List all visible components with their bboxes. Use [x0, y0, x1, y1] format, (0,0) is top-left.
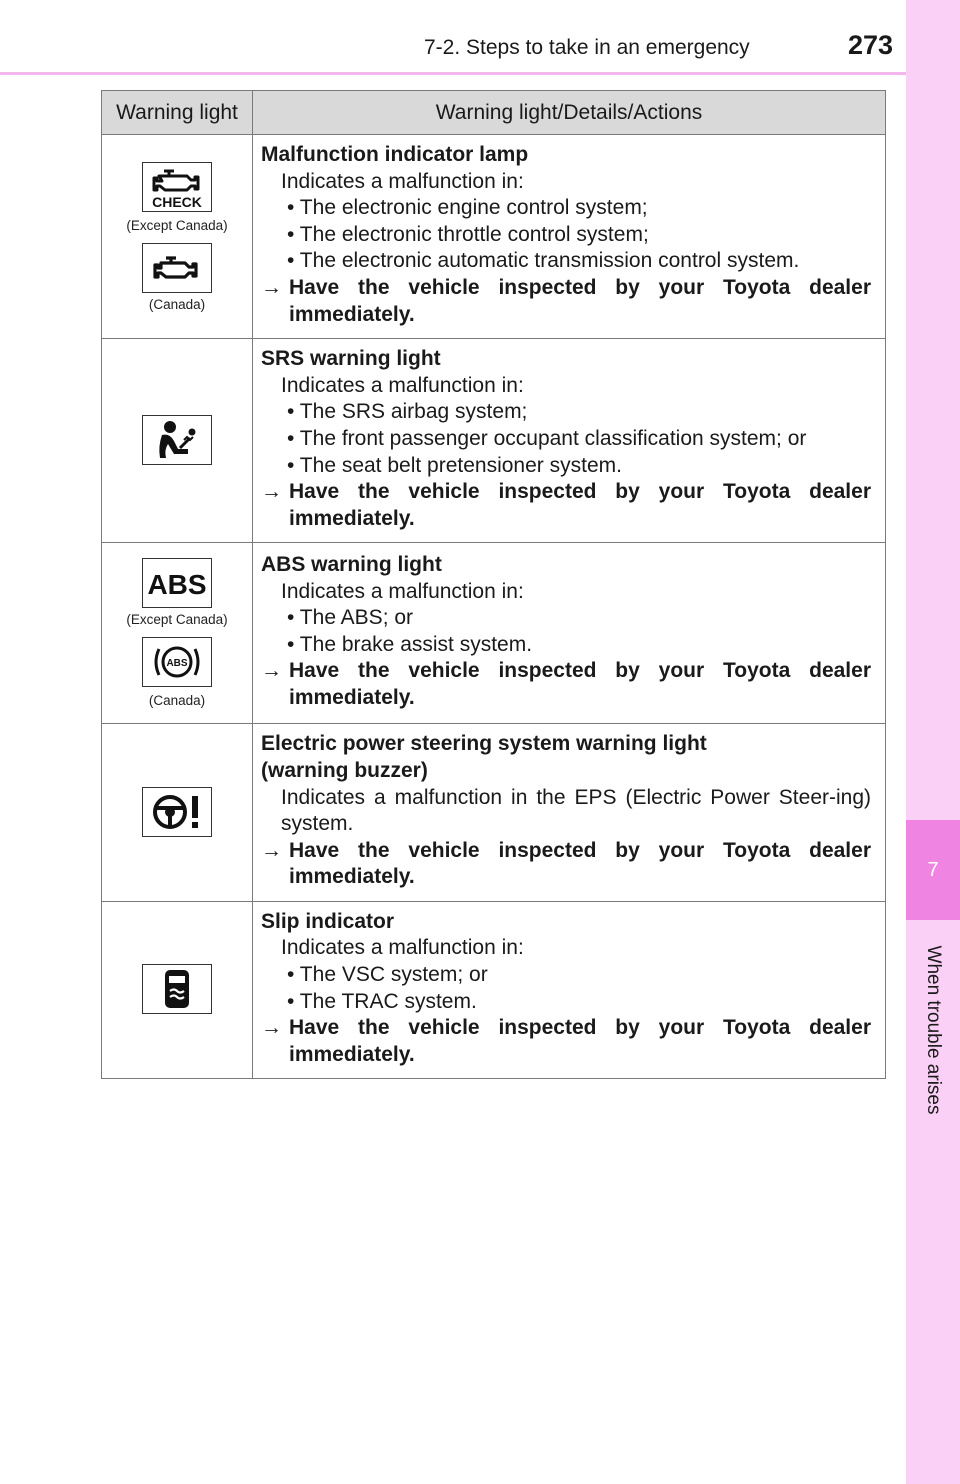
region-note: (Canada): [148, 693, 206, 709]
details-cell: [253, 724, 886, 902]
bullet-item: • The electronic throttle control system;: [287, 222, 649, 246]
bullet-item: • The electronic automatic transmission control system.: [287, 249, 800, 273]
item-title: Electric power steering system warning light: [261, 732, 707, 756]
arrow-icon: →: [261, 275, 282, 299]
action-item: [261, 479, 871, 532]
action-text: Have the vehicle inspected by your Toyota dealer immediately.: [289, 480, 871, 530]
item-subtitle: (warning buzzer): [261, 758, 428, 782]
svg-text:ABS: ABS: [147, 569, 207, 601]
item-description: Indicates a malfunction in:: [281, 169, 524, 193]
region-note: (Except Canada): [126, 217, 228, 233]
arrow-icon: →: [261, 659, 282, 683]
item-title: SRS warning light: [261, 347, 441, 371]
engine-icon: [142, 243, 212, 293]
chapter-number: 7: [906, 820, 960, 920]
abs-circle-icon: [142, 637, 212, 687]
page-number: 273: [848, 30, 894, 60]
svg-text:ABS: ABS: [166, 658, 188, 670]
slip-indicator-icon: [142, 964, 212, 1014]
bullet-item: • The electronic engine control system;: [287, 196, 648, 220]
header-rule: [0, 72, 906, 75]
action-text: Have the vehicle inspected by your Toyota dealer immediately.: [289, 275, 871, 326]
details-cell: [253, 339, 886, 543]
bullet-item: • The ABS; or: [287, 606, 414, 630]
table-row: [102, 135, 886, 339]
item-description: Indicates a malfunction in:: [281, 936, 524, 960]
bullet-item: • The SRS airbag system;: [287, 400, 528, 424]
bullet-item: • The VSC system; or: [287, 963, 488, 987]
item-description: Indicates a malfunction in the EPS (Electric Power Steer-ing) system.: [281, 785, 871, 836]
check-engine-icon: [142, 162, 212, 212]
details-cell: [253, 135, 886, 339]
region-note: (Canada): [148, 296, 206, 312]
action-item: [261, 838, 871, 891]
icon-cell: [102, 901, 253, 1079]
region-note: (Except Canada): [126, 612, 228, 628]
side-tab: [906, 0, 960, 1484]
item-title: Slip indicator: [261, 909, 395, 933]
action-item: [261, 275, 871, 328]
action-text: Have the vehicle inspected by your Toyota dealer immediately.: [289, 838, 871, 889]
item-description: Indicates a malfunction in:: [281, 579, 524, 603]
item-title: ABS warning light: [261, 553, 442, 577]
table-row: [102, 339, 886, 543]
warning-light-table: [101, 90, 886, 1079]
bullet-item: • The seat belt pretensioner system.: [287, 453, 622, 477]
action-item: [261, 1015, 871, 1068]
abs-icon: [142, 558, 212, 608]
bullet-item: • The front passenger occupant classification system; or: [287, 426, 807, 450]
action-item: [261, 658, 871, 711]
table-header-row: [102, 91, 886, 135]
svg-text:CHECK: CHECK: [152, 193, 202, 209]
bullet-item: • The TRAC system.: [287, 989, 477, 1013]
arrow-icon: →: [261, 838, 282, 862]
details-cell: [253, 901, 886, 1079]
col-header-warning-light: Warning light: [102, 91, 253, 135]
table-row: [102, 543, 886, 724]
icon-cell: [102, 135, 253, 339]
table-row: [102, 901, 886, 1079]
table-row: [102, 724, 886, 902]
item-title: Malfunction indicator lamp: [261, 143, 529, 166]
chapter-label: When trouble arises: [923, 945, 944, 1115]
icon-cell: [102, 543, 253, 724]
arrow-icon: →: [261, 480, 282, 504]
action-text: Have the vehicle inspected by your Toyota dealer immediately.: [289, 659, 871, 709]
action-text: Have the vehicle inspected by your Toyota dealer immediately.: [289, 1016, 871, 1066]
srs-airbag-icon: [142, 415, 212, 465]
arrow-icon: →: [261, 1016, 282, 1040]
bullet-item: • The brake assist system.: [287, 632, 533, 656]
item-description: Indicates a malfunction in:: [281, 373, 524, 397]
icon-cell: [102, 339, 253, 543]
icon-cell: [102, 724, 253, 902]
section-title: 7-2. Steps to take in an emergency: [424, 36, 750, 59]
col-header-details: Warning light/Details/Actions: [253, 91, 886, 135]
steering-warning-icon: [142, 787, 212, 837]
details-cell: [253, 543, 886, 724]
